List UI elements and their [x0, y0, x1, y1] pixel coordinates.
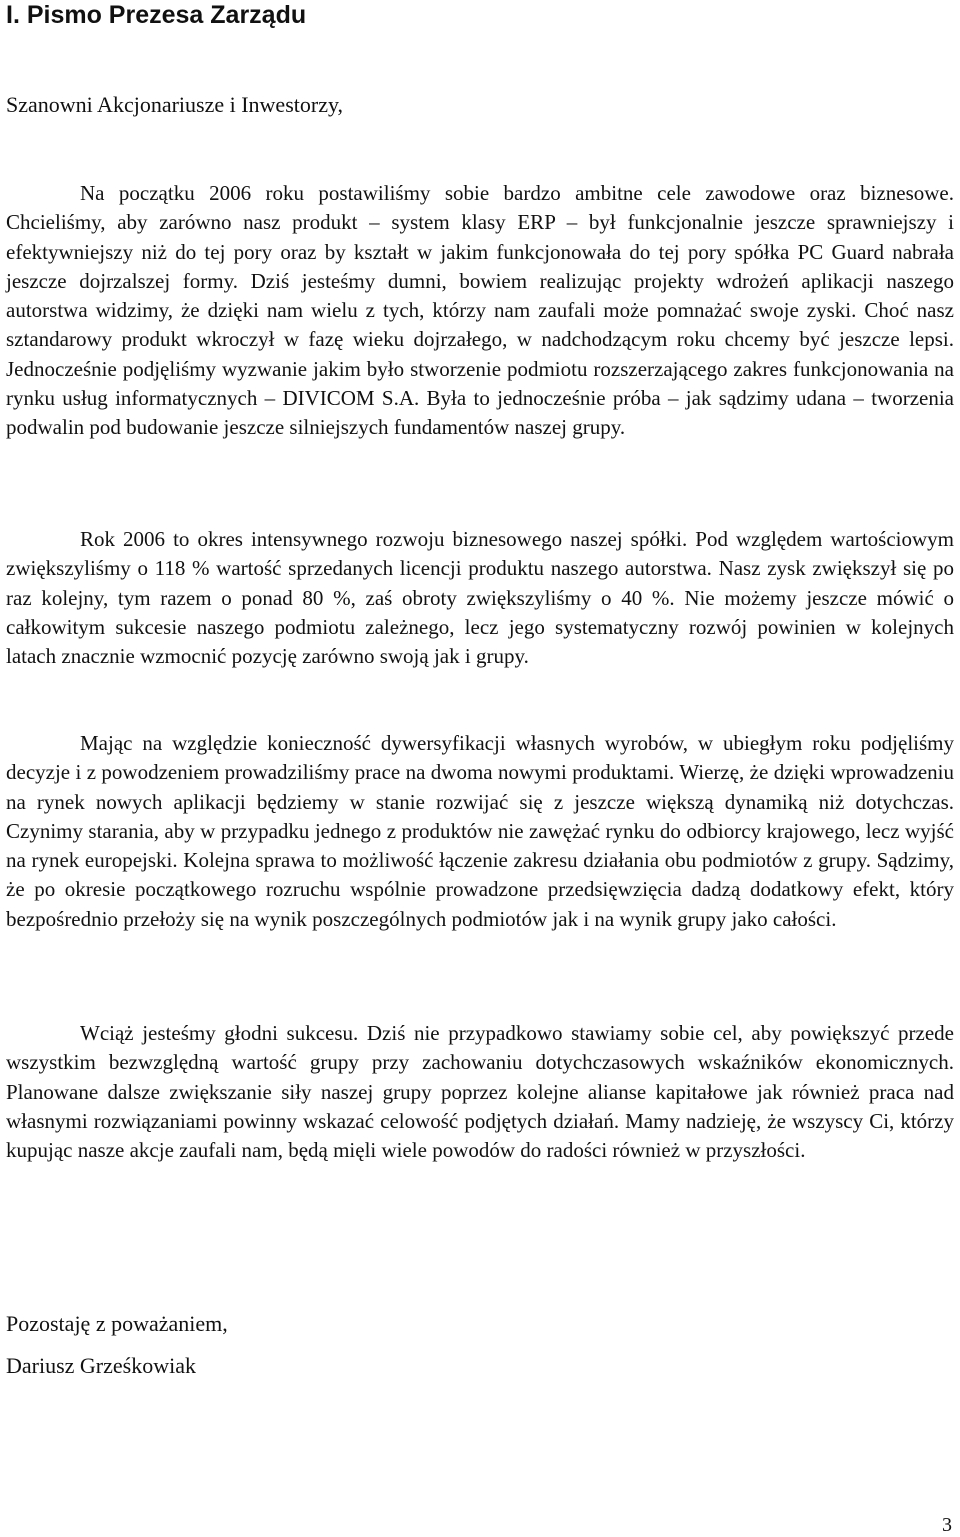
salutation: Szanowni Akcjonariusze i Inwestorzy, — [6, 92, 344, 117]
closing-line: Pozostaję z poważaniem, — [6, 1311, 228, 1336]
paragraph-diversification: Mając na względzie konieczność dywersyfikacji własnych wyrobów, w ubiegłym roku podjęliśmy decyzje i z powodzeniem prowadziliśmy prace na dwoma nowymi produktami. Wierzę, że dzięki wprowadzeniu na rynek nowych aplikacji będziemy w stanie rozwijać się z jeszcze większą dynamiką niż dotychczas. Czynimy starania, aby w przypadku jednego z produktów nie zawężać rynku do odbiorcy krajowego, lecz wyjść na rynek europejski. Kolejna sprawa to możliwość łączenie zakresu działania obu podmiotów z grupy. Sądzimy, że po okresie początkowego rozruchu wspólnie prowadzone przedsięwzięcia dadzą dodatkowy efekt, który bezpośrednio przełoży się na wynik poszczególnych podmiotów jak i na wynik grupy jako całości. — [6, 731, 954, 931]
section-heading: I. Pismo Prezesa Zarządu — [6, 1, 307, 29]
paragraph-business-growth: Rok 2006 to okres intensywnego rozwoju biznesowego naszej spółki. Pod względem wartościowym zwiększyliśmy o 118 % wartość sprzedanych licencji produktu naszego autorstwa. Nasz zysk zwiększył się po raz kolejny, tym razem o ponad 80 %, zaś obroty zwiększyliśmy o 40 %. Nie możemy jeszcze mówić o całkowitym sukcesie naszego podmiotu zależnego, lecz jego systematyczny rozwój powinien w kolejnych latach znacznie wzmocnić pozycję zarówno swoją jak i grupy. — [6, 527, 954, 669]
signature-name: Dariusz Grześkowiak — [6, 1353, 196, 1378]
paragraph-goals-2006: Na początku 2006 roku postawiliśmy sobie bardzo ambitne cele zawodowe oraz biznesowe. Chcieliśmy, aby zarówno nasz produkt – system klasy ERP – był funkcjonalnie jeszcze sprawniejszy i efektywniejszy niż do tej pory oraz by kształt w jakim funkcjonowała do tej pory spółka PC Guard nabrała jeszcze dojrzalszej formy. Dziś jesteśmy dumni, bowiem realizując projekty wdrożeń aplikacji naszego autorstwa widzimy, że dzięki nam wielu z tych, którzy nam zaufali może pomnażać swoje zyski. Choć nasz sztandarowy produkt wkroczył w fazę wieku dojrzałego, w nadchodzącym roku chcemy być jeszcze lepsi. Jednocześnie podjęliśmy wyzwanie jakim było stworzenie podmiotu rozszerzającego zakres funkcjonowania na rynku usług informatycznych – DIVICOM S.A. Była to jednocześnie próba – jak sądzimy udana – tworzenia podwalin pod budowanie jeszcze silniejszych fundamentów naszej grupy. — [6, 181, 954, 440]
page-number: 3 — [942, 1514, 952, 1536]
paragraph-hungry-for-success: Wciąż jesteśmy głodni sukcesu. Dziś nie przypadkowo stawiamy sobie cel, aby powiększyć przede wszystkim bezwzględną wartość grupy przy zachowaniu dotychczasowych wskaźników ekonomicznych. Planowane dalsze zwiększanie siły naszej grupy poprzez kolejne alianse kapitałowe jak również praca nad własnymi rozwiązaniami powinny wskazać celowość podjętych działań. Mamy nadzieję, że wszyscy Ci, którzy kupując nasze akcje zaufali nam, będą mięli wiele powodów do radości również w przyszłości. — [6, 1021, 954, 1163]
